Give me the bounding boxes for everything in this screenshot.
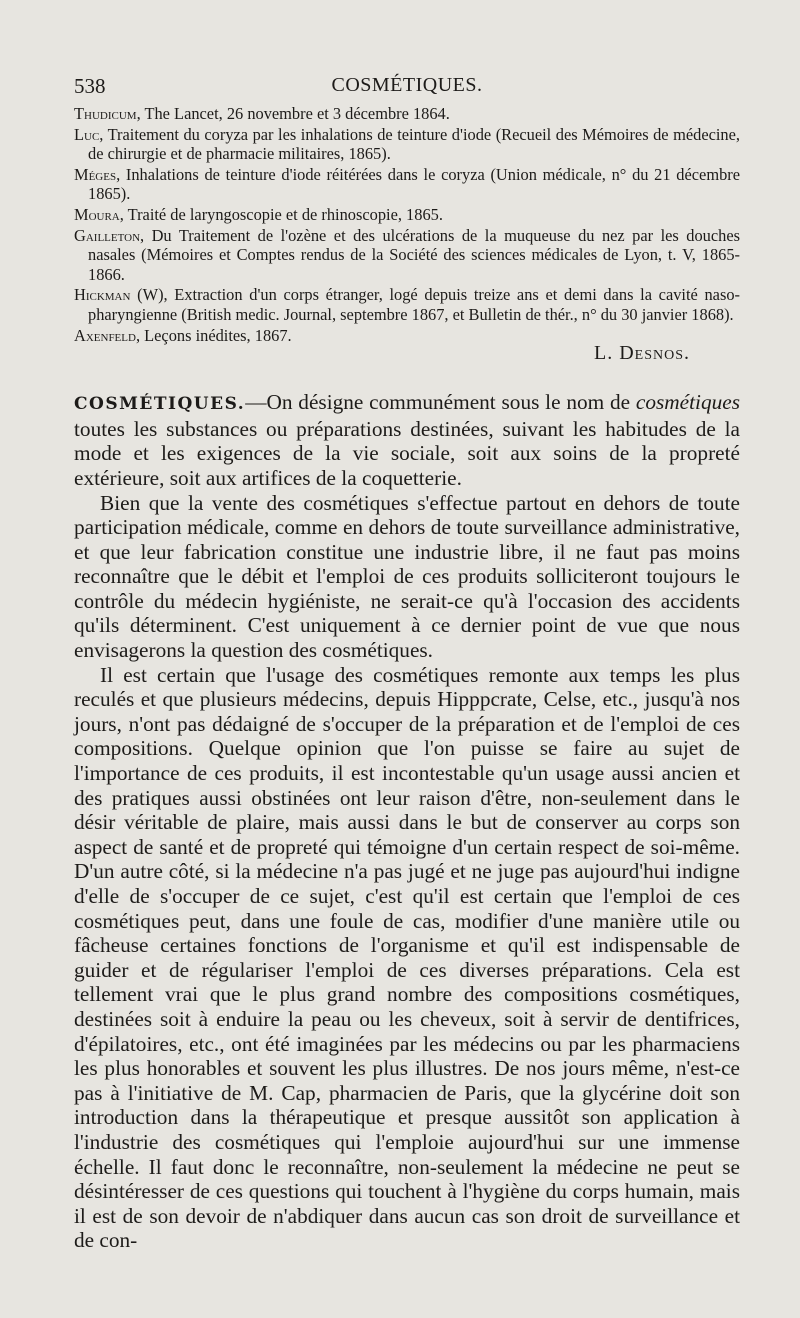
author-signature: L. Desnos. [593, 342, 690, 365]
bib-entry [74, 104, 740, 124]
bib-entry [74, 205, 740, 225]
text-run: toutes les substances ou préparations destinées, suivant les habitudes de la mode et les exigences de la vie sociale, soit aux soins de la propreté extérieure, soit aux artifices de la coquetterie. [74, 416, 740, 490]
article-headword: COSMÉTIQUES. [74, 394, 246, 415]
paragraph [74, 390, 740, 490]
bib-text: Leçons inédites, 1867. [140, 325, 292, 345]
article-body [74, 390, 740, 1253]
page-number: 538 [74, 74, 106, 98]
bib-author: Hickman [74, 285, 131, 305]
paragraph: Bien que la vente des cosmétiques s'effectue partout en dehors de toute participation médicale, comme en dehors de toute surveillance administrative, et que leur fabrication constitue une industrie libre, il ne faut pas moins reconnaître que le débit et l'emploi de ces produits solliciteront toujours le contrôle du médecin hygiéniste, ne serait-ce qu'à l'occasion des accidents qu'ils déterminent. C'est uniquement à ce dernier point de vue que nous envisagerons la question des cosmétiques. [74, 490, 740, 663]
bib-text: The Lancet, 26 novembre et 3 décembre 1864. [140, 104, 450, 123]
bib-author: Méges, [74, 164, 121, 184]
bib-text: Inhalations de teinture d'iode réitérées dans le coryza (Union médicale, n° du 21 décembre 1865). [88, 164, 740, 204]
bib-author: Thudicum, [74, 104, 141, 123]
bib-text: Traitement du coryza par les inhalations de teinture d'iode (Recueil des Mémoires de médecine, de chirurgie et de pharmacie militaires, 1865). [88, 124, 740, 164]
bib-author: Moura, [74, 204, 124, 224]
paragraph: Il est certain que l'usage des cosmétiques remonte aux temps les plus reculés et que plusieurs médecins, depuis Hipppcrate, Celse, etc., jusqu'à nos jours, n'ont pas dédaigné de s'occuper de la préparation et de l'emploi de ces compositions. Quelque opinion que l'on puisse se faire au sujet de l'importance de ces produits, il est incontestable qu'un usage aussi ancien et des pratiques aussi obstinées ont leur raison d'être, non-seulement dans le désir véritable de plaire, mais aussi dans le but de conserver au corps son aspect de santé et de propreté qui témoigne d'un certain respect de soi-même. D'un autre côté, si la médecine n'a pas jugé et ne juge pas aujourd'hui indigne d'elle de s'occuper de ce sujet, c'est qu'il est certain que l'emploi de ces cosmétiques peut, dans une foule de cas, modifier d'une manière utile ou fâcheuse certaines fonctions de l'organisme et qu'il est indispensable de guider et de régulariser l'emploi de ces diverses préparations. Cela est tellement vrai que le plus grand nombre des compositions cosmétiques, destinées soit à enduire la peau ou les cheveux, soit à servir de dentifrices, d'épilatoires, etc., ont été imaginées par les médecins ou par les pharmaciens les plus honorables et souvent les plus illustres. De nos jours même, n'est-ce pas à l'initiative de M. Cap, pharmacien de Paris, que la glycérine doit son introduction dans la thérapeutique et presque aussitôt son application à l'industrie des cosmétiques qui l'emploie aujourd'hui sur une immense échelle. Il faut donc le reconnaître, non-seulement la médecine ne peut se désintéresser de ces questions qui touchent à l'hygiène du corps humain, mais il est de son devoir de n'abdiquer dans aucun cas son droit de surveillance et de con- [74, 662, 740, 1253]
bib-text: Traité de laryngoscopie et de rhinoscopie, 1865. [123, 204, 443, 224]
signature-row [74, 342, 740, 368]
running-title: COSMÉTIQUES. [331, 74, 483, 96]
bib-entry [74, 125, 740, 164]
bib-author: Axenfeld, [74, 325, 141, 345]
defined-term: cosmétiques [635, 390, 740, 415]
running-head [74, 74, 740, 102]
bib-text: Du Traitement de l'ozène et des ulcérations de la muqueuse du nez par les douches nasales (Mémoires et Comptes rendus de la Société des sciences médicales de Lyon, t. V, 1865-1866. [88, 225, 740, 284]
text-run: —On désigne communément sous le nom de [245, 390, 636, 415]
bib-author: Gailleton, [74, 225, 145, 245]
bib-entry [74, 226, 740, 285]
bib-entry [74, 165, 740, 204]
bib-author: Luc, [74, 124, 104, 144]
bib-entry [74, 285, 740, 324]
bib-text: (W), Extraction d'un corps étranger, logé depuis treize ans et demi dans la cavité naso-pharyngienne (British medic. Journal, septembre 1867, et Bulletin de thér., n° du 30 janvier 1868). [88, 285, 740, 324]
bibliography [74, 104, 740, 345]
